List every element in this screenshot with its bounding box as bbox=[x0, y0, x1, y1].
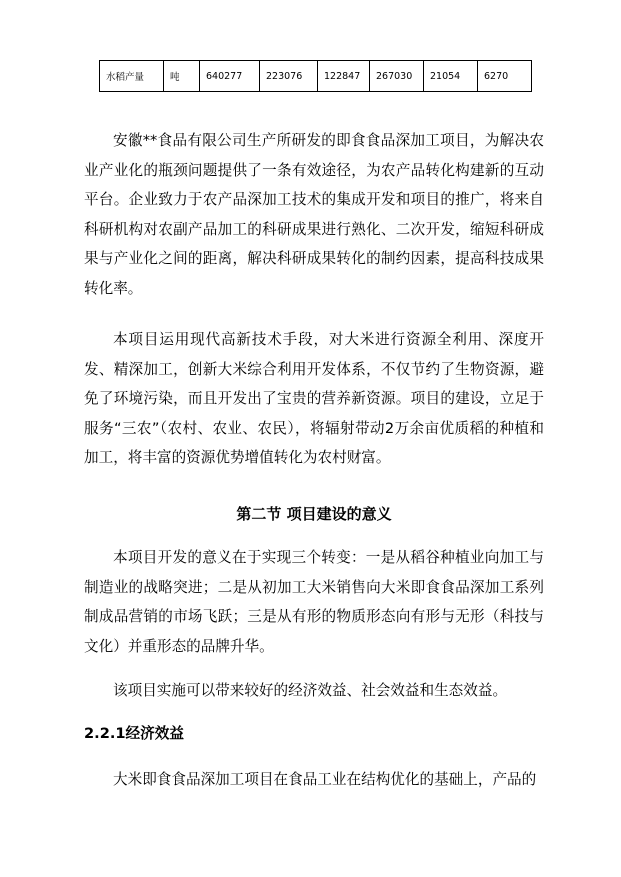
section-heading: 第二节 项目建设的意义 bbox=[236, 505, 392, 523]
table-cell-value: 640277 bbox=[200, 61, 260, 92]
paragraph-economic: 大米即食食品深加工项目在食品工业在结构优化的基础上，产品的 bbox=[113, 771, 537, 788]
table-row bbox=[100, 61, 532, 92]
sub-heading-economic: 2.2.1经济效益 bbox=[84, 725, 184, 742]
production-table bbox=[99, 60, 532, 92]
table-cell-value: 21054 bbox=[424, 61, 478, 92]
table-cell-value: 122847 bbox=[318, 61, 370, 92]
table-cell-label: 水稻产量 bbox=[100, 61, 164, 92]
table-cell-unit: 吨 bbox=[164, 61, 200, 92]
table-cell-value: 267030 bbox=[370, 61, 424, 92]
paragraph-significance: 本项目开发的意义在于实现三个转变：一是从稻谷种植业向加工与制造业的战略突进；二是从初加工大米销售向大米即食食品深加工系列制成品营销的市场飞跃；三是从有形的物质形态向有形与无形（科技与文化）并重形态的品牌升华。 bbox=[84, 549, 544, 655]
table-cell-value: 6270 bbox=[478, 61, 532, 92]
table-cell-value: 223076 bbox=[260, 61, 318, 92]
paragraph-technology: 本项目运用现代高新技术手段，对大米进行资源全利用、深度开发、精深加工，创新大米综合利用开发体系，不仅节约了生物资源，避免了环境污染，而且开发出了宝贵的营养新资源。项目的建设，立足于服务“三农”（农村、农业、农民），将辐射带动2万余亩优质稻的种植和加工，将丰富的资源优势增值转化为农村财富。 bbox=[84, 331, 544, 466]
paragraph-benefits: 该项目实施可以带来较好的经济效益、社会效益和生态效益。 bbox=[113, 682, 508, 699]
paragraph-project-intro: 安徽**食品有限公司生产所研发的即食食品深加工项目，为解决农业产业化的瓶颈问题提供了一条有效途径，为农产品转化构建新的互动平台。企业致力于农产品深加工技术的集成开发和项目的推广，将来自科研机构对农副产品加工的科研成果进行熟化、二次开发，缩短科研成果与产业化之间的距离，解决科研成果转化的制约因素，提高科技成果转化率。 bbox=[84, 132, 544, 297]
